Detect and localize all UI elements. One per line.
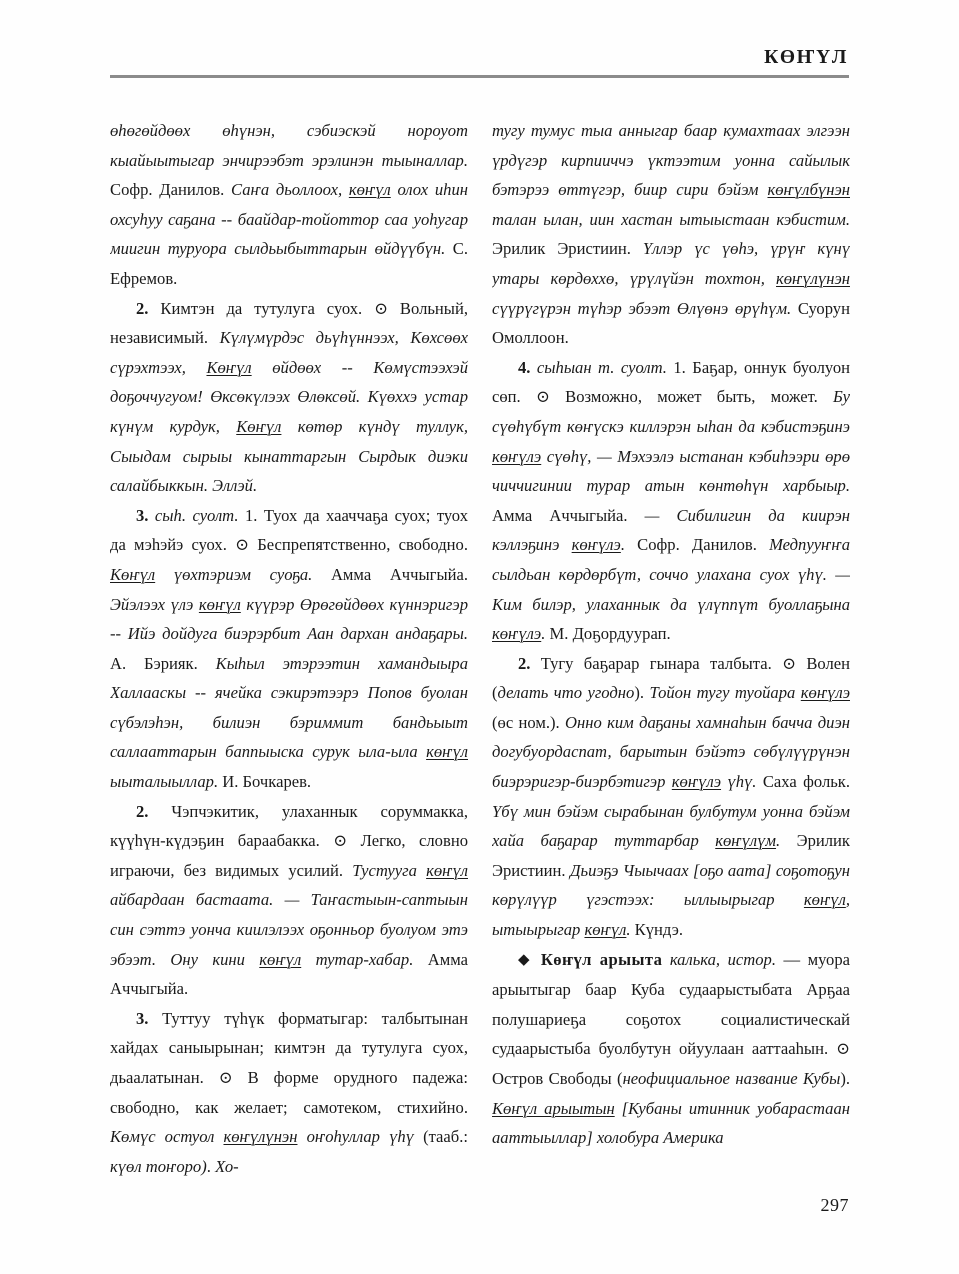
- text-run: Кыһыл этэрээтин хамандыыра Халлааскы -- ячейка сэкирэтээрэ Попов буолан сүбэлэһэн, билиэн бэриммит бандьыыт саллааттарын баппыыска сурук ыла-ыла: [110, 653, 468, 762]
- left-column: [110, 116, 468, 1181]
- sense-paragraph: [492, 649, 850, 945]
- text-run: Амма Аччыгыйа.: [110, 949, 468, 999]
- text-run: Тустууга: [352, 860, 427, 880]
- text-run: И. Бочкарев.: [218, 772, 312, 792]
- text-run: 1. Туох да хааччаҕа суох; туох да мэһэйэ суох.: [110, 505, 468, 555]
- text-run: , ытыырыгар: [492, 890, 850, 940]
- text-run: В форме орудного падежа: свободно, как желает; самотеком, стихийно.: [110, 1068, 468, 1117]
- text-run: Медпууҥҥа сылдьан көрдөрбүт, соччо улахана суох үһү. — Ким билэр, улаханнык да үлүппүт буоллаҕына: [492, 535, 850, 614]
- text-run: (тааб.:: [423, 1127, 468, 1147]
- text-run: — Сибилигин да киирэн кэллэҕинэ: [492, 505, 850, 555]
- sense-number: 3.: [136, 1008, 149, 1028]
- sense-number: 2.: [136, 801, 149, 821]
- citation-paragraph: [110, 116, 468, 294]
- headword-reference: көҥүлүнэн: [223, 1127, 298, 1147]
- headword-reference: көҥүлүм: [715, 831, 777, 851]
- headword-reference: көҥүл: [426, 860, 468, 880]
- text-run: М. Доҕордуурап.: [545, 624, 671, 644]
- headword-reference: көҥүл: [198, 594, 241, 614]
- headword-reference: көҥүлэ: [492, 624, 542, 644]
- running-head: КӨҤҮЛ: [764, 47, 848, 68]
- text-run: Эрилик Эристиин.: [492, 831, 850, 880]
- text-run: Онно ким даҕаны хамнаһын бачча диэн догубуордаспат, барытын бэйэтэ сөбүлүүрүнэн биэрэригэр-биэрбэтигэр: [492, 712, 850, 792]
- citation-paragraph: [492, 116, 850, 353]
- text-run: Остров Свободы (: [492, 1069, 623, 1088]
- text-run: Саҥа дьоллоох,: [231, 180, 349, 200]
- text-run: Софр. Данилов.: [110, 180, 232, 200]
- text-columns: [110, 116, 850, 1181]
- header-rule: [110, 75, 849, 78]
- text-run: (өс ном.).: [492, 712, 566, 732]
- translation-marker-icon: ⊙: [235, 535, 250, 555]
- text-run: Суорун Омоллоон.: [492, 298, 850, 348]
- text-run: — муора арыытыгар баар Куба судаарыстыбата Арҕаа полушариеҕа соҕотох социалистическай судаарыстыба буолбутун ойуулаан ааттааһын.: [492, 949, 850, 1059]
- text-run: Легко, словно играючи, без видимых усилий.: [110, 831, 468, 880]
- text-run: Амма Аччыгыйа.: [492, 505, 645, 525]
- text-run: 1. Баҕар, оннук буолуон сөп.: [492, 357, 850, 407]
- text-run: Беспрепятственно, свободно.: [249, 535, 468, 555]
- text-run: делать что угодно: [497, 683, 635, 703]
- sense-paragraph: [492, 353, 850, 649]
- sense-number: 2.: [136, 298, 149, 318]
- text-run: [Кубаны итинник уобарастаан ааттыыллар] холобура Америка: [492, 1098, 850, 1148]
- headword-reference: көҥүлэ: [800, 683, 850, 703]
- text-run: Эрилик Эристиин.: [492, 239, 643, 259]
- text-run: сүүрүгүрэн түһэр эбээт Өлүөнэ өрүһүм.: [492, 298, 792, 318]
- text-run: Эйэлээх үлэ: [110, 594, 199, 614]
- text-run: Тугу баҕарар гынара талбыта.: [530, 653, 783, 673]
- text-run: .: [206, 1156, 216, 1176]
- sense-number: 3.: [136, 505, 149, 525]
- text-run: оҥоһуллар үһү: [297, 1127, 424, 1147]
- translation-marker-icon: ⊙: [333, 831, 348, 851]
- translation-marker-icon: ⊙: [836, 1039, 850, 1059]
- text-run: неофициальное название Кубы: [622, 1069, 841, 1088]
- text-run: күөл тоҥоро): [110, 1156, 207, 1176]
- headword-reference: көҥүл: [584, 920, 627, 940]
- text-run: айбардаан бастаата. — Таҥастыын-саптыын син сэттэ уонча киилэлээх оҕонньор буолуом этэ эбээт. Ону кини: [110, 890, 468, 969]
- text-run: А. Бэрияк.: [110, 653, 216, 673]
- sense-paragraph: [110, 797, 468, 1004]
- translation-marker-icon: ⊙: [374, 298, 388, 318]
- sense-paragraph: [110, 501, 468, 797]
- sense-number: 2.: [518, 653, 531, 673]
- phrase-headword: Көҥүл арыыта: [532, 949, 663, 969]
- sense-paragraph: [110, 1004, 468, 1181]
- text-run: тугу тумус тыа анныгар баар кумахтаах элгээн үрдүгэр кирпииччэ үктээтим уонна сайылык бэтэрээ өттүгэр, биир сири бэйэм: [492, 121, 850, 200]
- headword-reference: Көҥүл: [206, 357, 252, 377]
- text-run: Саха фольк.: [756, 772, 850, 792]
- text-run: ).: [840, 1069, 850, 1088]
- sense-number: 4.: [518, 357, 531, 377]
- text-run: .: [626, 920, 631, 940]
- text-run: Үллэр үс үөһэ, үрүҥ күнү утары көрдөххө, үрүлүйэн тохтон,: [492, 239, 850, 288]
- text-run: Кимтэн да тутулуга суох.: [148, 298, 375, 318]
- text-run: тутар-хабар.: [301, 949, 414, 969]
- right-column: [492, 116, 850, 1181]
- page-number: 297: [820, 1195, 849, 1215]
- text-run: үөхтэриэм суоҕа.: [155, 564, 313, 584]
- text-run: Амма Аччыгыйа.: [312, 564, 468, 584]
- sense-paragraph: [110, 294, 468, 501]
- headword-reference: көҥүл: [348, 180, 391, 200]
- text-run: .: [541, 624, 546, 644]
- translation-marker-icon: ⊙: [535, 387, 550, 407]
- text-run: Бу сүөһүбүт көҥүскэ киллэрэн ыһан да кэбистэҕинэ: [492, 387, 850, 436]
- headword-reference: көҥүлэ: [671, 772, 722, 792]
- text-run: .: [776, 831, 781, 851]
- text-run: Волен (: [492, 653, 850, 703]
- text-run: ыыталыыллар.: [110, 772, 219, 792]
- headword-reference: көҥүлүнэн: [776, 268, 850, 288]
- text-run: Вольный, независимый.: [110, 298, 468, 348]
- text-run: сыһ. суолт.: [148, 505, 239, 525]
- phrase-entry-paragraph: [492, 945, 850, 1153]
- text-run: Тойон тугу туойара: [649, 683, 801, 703]
- text-run: сыһыан т. суолт.: [530, 357, 667, 377]
- text-run: көтөр күндү туллук, Сыыдам сырыы кынаттаргын Сырдык диэки салайбыккын. Эллэй.: [110, 416, 468, 496]
- text-run: Чэпчэкитик, улаханнык соруммакка, күүһүн-күдэҕин бараабакка.: [110, 801, 468, 851]
- headword-reference: көҥүлбүнэн: [767, 180, 850, 200]
- headword-reference: көҥүл: [426, 742, 468, 762]
- text-run: үһү.: [721, 772, 757, 792]
- headword-reference: көҥүлэ: [571, 535, 621, 555]
- text-run: Туттуу түһүк форматыгар: талбытынан хайдах саныырынан; кимтэн да тутулуга суох, дьаалатынан.: [110, 1008, 468, 1087]
- text-run: өһөгөйдөөх өһүнэн, сэбиэскэй нороуот кыайыытыгар энчирээбэт эрэлинэн тыыналлар.: [110, 121, 468, 170]
- text-run: талан ылан, иин хастан ытыыстаан кэбистим.: [492, 209, 850, 229]
- headword-reference: Көҥүл: [110, 564, 156, 584]
- text-run: С. Ефремов.: [110, 239, 468, 288]
- text-run: Үбү мин бэйэм сырабынан булбутум уонна бэйэм хайа баҕарар туттарбар: [492, 801, 850, 851]
- text-run: күүрэр Өрөгөйдөөх күннэригэр -- Ийэ дойдуга биэрэрбит Аан дархан андаҕары.: [110, 594, 468, 644]
- text-run: ).: [634, 683, 650, 703]
- translation-marker-icon: ⊙: [782, 653, 796, 673]
- page-header: [110, 48, 849, 94]
- text-run: Хо-: [215, 1156, 239, 1176]
- text-run: Возможно, может быть, может.: [549, 387, 834, 407]
- headword-reference: көҥүл: [803, 890, 846, 910]
- text-run: Көмүс остуол: [110, 1127, 224, 1147]
- text-run: өйдөөх -- Көмүстээхэй доҕоччугуом! Өксөкүлээх Өлөксөй. Күөххэ устар күнүм курдук,: [110, 357, 468, 436]
- text-run: олох иһин охсуһуу саҕана -- баайдар-тойоттор саа уоһугар миигин туруора сылдьыбыттарын өйдүүбүн.: [110, 180, 468, 259]
- phrase-marker-icon: ◆: [518, 951, 533, 968]
- text-run: сүөһү, — Мэхээлэ ыстанан кэбиһээри өрө чиччигинии турар атын көнтөһүн харбыыр.: [492, 446, 850, 496]
- headword-reference: Көҥүл арыытын: [492, 1098, 615, 1118]
- headword-reference: Көҥүл: [236, 416, 282, 436]
- headword-reference: көҥүл: [259, 949, 302, 969]
- text-run: Софр. Данилов.: [625, 535, 770, 555]
- text-run: Дьиэҕэ Чыычаах [оҕо аата] соҕотоҕун көрүлүүр үгэстээх: ыллыырыгар: [492, 860, 850, 910]
- text-run: Күлүмүрдэс дьүһүннээх, Көхсөөх сүрэхтээх,: [110, 328, 468, 377]
- text-run: калька, истор.: [662, 949, 776, 969]
- text-run: Күндэ.: [630, 920, 684, 940]
- text-run: .: [620, 535, 626, 555]
- headword-reference: көҥүлэ: [492, 446, 542, 466]
- translation-marker-icon: ⊙: [218, 1068, 233, 1087]
